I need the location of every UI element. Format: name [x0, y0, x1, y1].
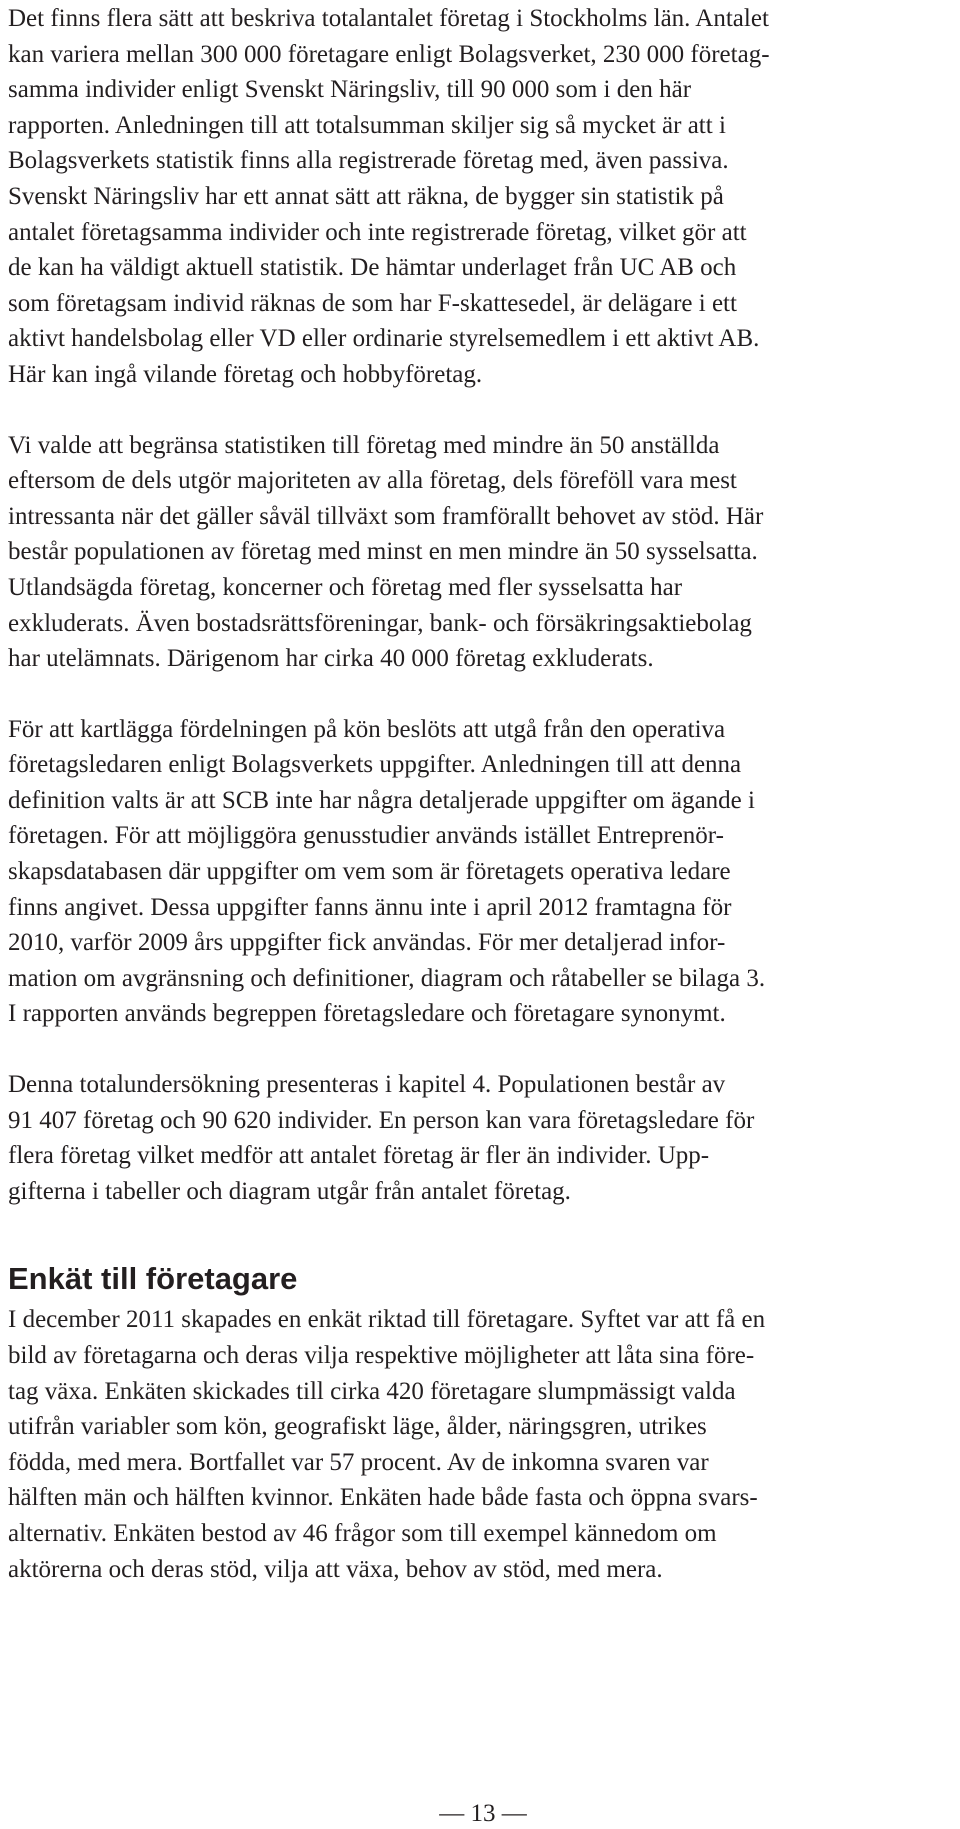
paragraph-total-survey: Denna totalundersökning presenteras i kapitel 4. Populationen består av 91 407 företag och 90 620 individer. En person kan vara företagsledare för flera företag vilket medför att antalet företag är fler än individer. Upp- gifterna i tabeller och diagram utgår från antalet företag. — [8, 1071, 755, 1205]
section-heading: Enkät till företagare — [8, 1261, 298, 1297]
paragraph-gender-mapping: För att kartlägga fördelningen på kön beslöts att utgå från den operativa företagsledaren enligt Bolagsverkets uppgifter. Anledningen till att denna definition valts är att SCB inte har några detaljerade uppgifter om ägande i företagen. För att möjliggöra genusstudier används istället Entreprenör- skapsdatabasen där uppgifter om vem som är företagets operativa ledare finns angivet. Dessa uppgifter fanns ännu inte i april 2012 framtagna för 2010, varför 2009 års uppgifter fick användas. För mer detaljerad infor- mation om avgränsning och definitioner, diagram och råtabeller se bilaga 3. I rapporten används begreppen företagsledare och företagare synonymt. — [8, 715, 766, 1028]
paragraph-population-limits: Vi valde att begränsa statistiken till företag med mindre än 50 anställda eftersom de dels utgör majoriteten av alla företag, dels föreföll vara mest intressanta när det gäller såväl tillväxt som framförallt behovet av stöd. Här består populationen av företag med minst en men mindre än 50 sysselsatta. Utlandsägda företag, koncerner och företag med fler sysselsatta har exkluderats. Även bostadsrättsföreningar, bank- och försäkringsaktiebolag har utelämnats. Därigenom har cirka 40 000 företag exkluderats. — [8, 431, 764, 673]
paragraph-survey-description: I december 2011 skapades en enkät riktad till företagare. Syftet var att få en bild av företagarna och deras vilja respektive möjligheter att låta sina före- tag växa. Enkäten skickades till cirka 420 företagare slumpmässigt valda utifrån variabler som kön, geografiskt läge, ålder, näringsgren, utrikes födda, med mera. Bortfallet var 57 procent. Av de inkomna svaren var hälften män och hälften kvinnor. Enkäten hade både fasta och öppna svars- alternativ. Enkäten bestod av 46 frågor som till exempel kännedom om aktörerna och deras stöd, vilja att växa, behov av stöd, med mera. — [8, 1306, 766, 1583]
page-number: — 13 — — [439, 1800, 527, 1827]
paragraph-total-companies: Det finns flera sätt att beskriva totalantalet företag i Stockholms län. Antalet kan variera mellan 300 000 företagare enligt Bolagsverket, 230 000 företag- samma individer enligt Svenskt Näringsliv, till 90 000 som i den här rapporten. Anledningen till att totalsumman skiljer sig så mycket är att i Bolagsverkets statistik finns alla registrerade företag med, även passiva. Svenskt Näringsliv har ett annat sätt att räkna, de bygger sin statistik på antalet företagsamma individer och inte registrerade företag, vilket gör att de kan ha väldigt aktuell statistik. De hämtar underlaget från UC AB och som företagsam individ räknas de som har F-skattesedel, är delägare i ett aktivt handelsbolag eller VD eller ordinarie styrelsemedlem i ett aktivt AB. Här kan ingå vilande företag och hobbyföretag. — [8, 5, 770, 388]
